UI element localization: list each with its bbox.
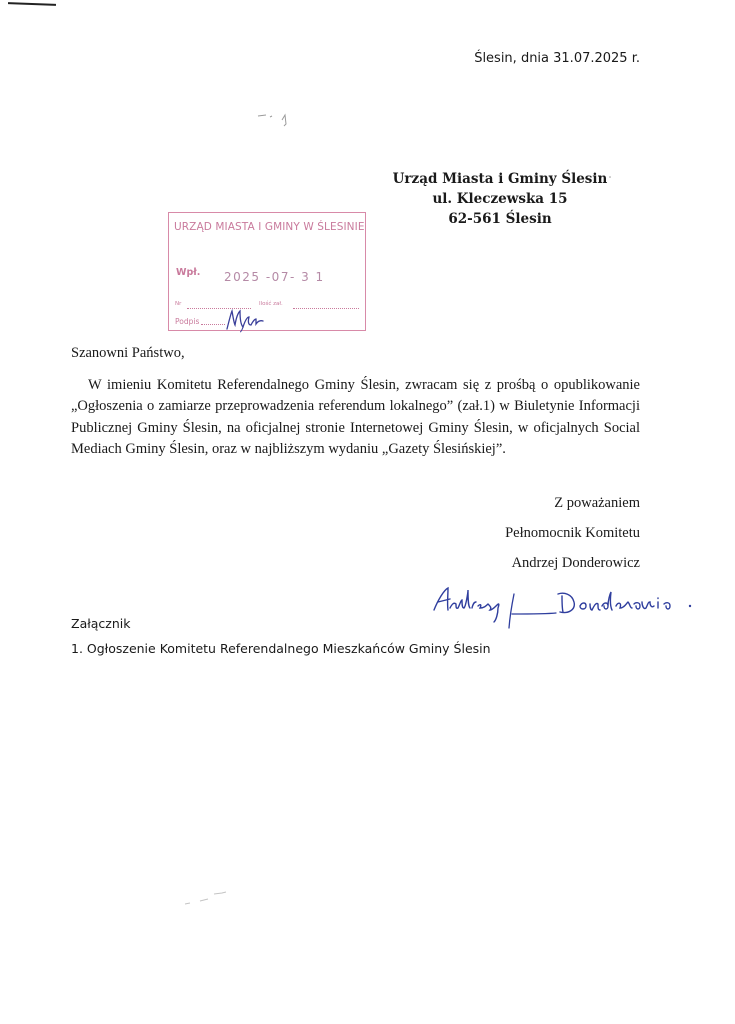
stamp-number-label: Nr [175, 301, 182, 307]
stamp-signature-line [201, 324, 225, 325]
addressee-office: Urząd Miasta i Gminy Ślesin [392, 171, 608, 187]
stamp-count-label: Ilość zał. [259, 301, 283, 307]
closing-role: Pełnomocnik Komitetu [505, 525, 640, 541]
addressee-block [350, 169, 650, 229]
addressee-city: 62-561 Ślesin [448, 211, 552, 227]
place-date: Ślesin, dnia 31.07.2025 r. [474, 51, 640, 66]
stamp-count-line [293, 308, 359, 309]
attachment-item: 1. Ogłoszenie Komitetu Referendalnego Mieszkańców Gminy Ślesin [71, 641, 491, 656]
closing-regards: Z poważaniem [554, 495, 640, 511]
stamp-signature-label: Podpis [175, 317, 200, 326]
handwritten-signature [430, 580, 700, 632]
scan-smudge [182, 884, 242, 912]
addressee-street: ul. Kleczewska 15 [432, 191, 568, 207]
corner-scan-mark [8, 2, 56, 6]
received-stamp [168, 212, 366, 331]
closing-name: Andrzej Donderowicz [511, 555, 640, 571]
stamp-handwritten-signature [223, 307, 267, 333]
salutation: Szanowni Państwo, [71, 345, 185, 361]
letter-body: W imieniu Komitetu Referendalnego Gminy Ślesin, zwracam się z prośbą o opublikowanie „Ogłoszenia o zamiarze przeprowadzenia referendum lokalnego” (zał.1) w Biuletynie Informacji Publicznej Gminy Ślesin, na oficjalnej stronie Internetowej Gminy Ślesin, w oficjalnych Social Mediach Gminy Ślesin, oraz w najbliższym wydaniu „Gazety Ślesińskiej”. [71, 377, 640, 458]
stamp-received-label: Wpł. [176, 267, 201, 278]
stamp-received-date: 2025 -07- 3 1 [224, 270, 325, 284]
stamp-title: URZĄD MIASTA I GMINY W ŚLESINIE [174, 221, 365, 233]
scan-smudge [256, 108, 296, 130]
attachments-label: Załącznik [71, 616, 131, 631]
